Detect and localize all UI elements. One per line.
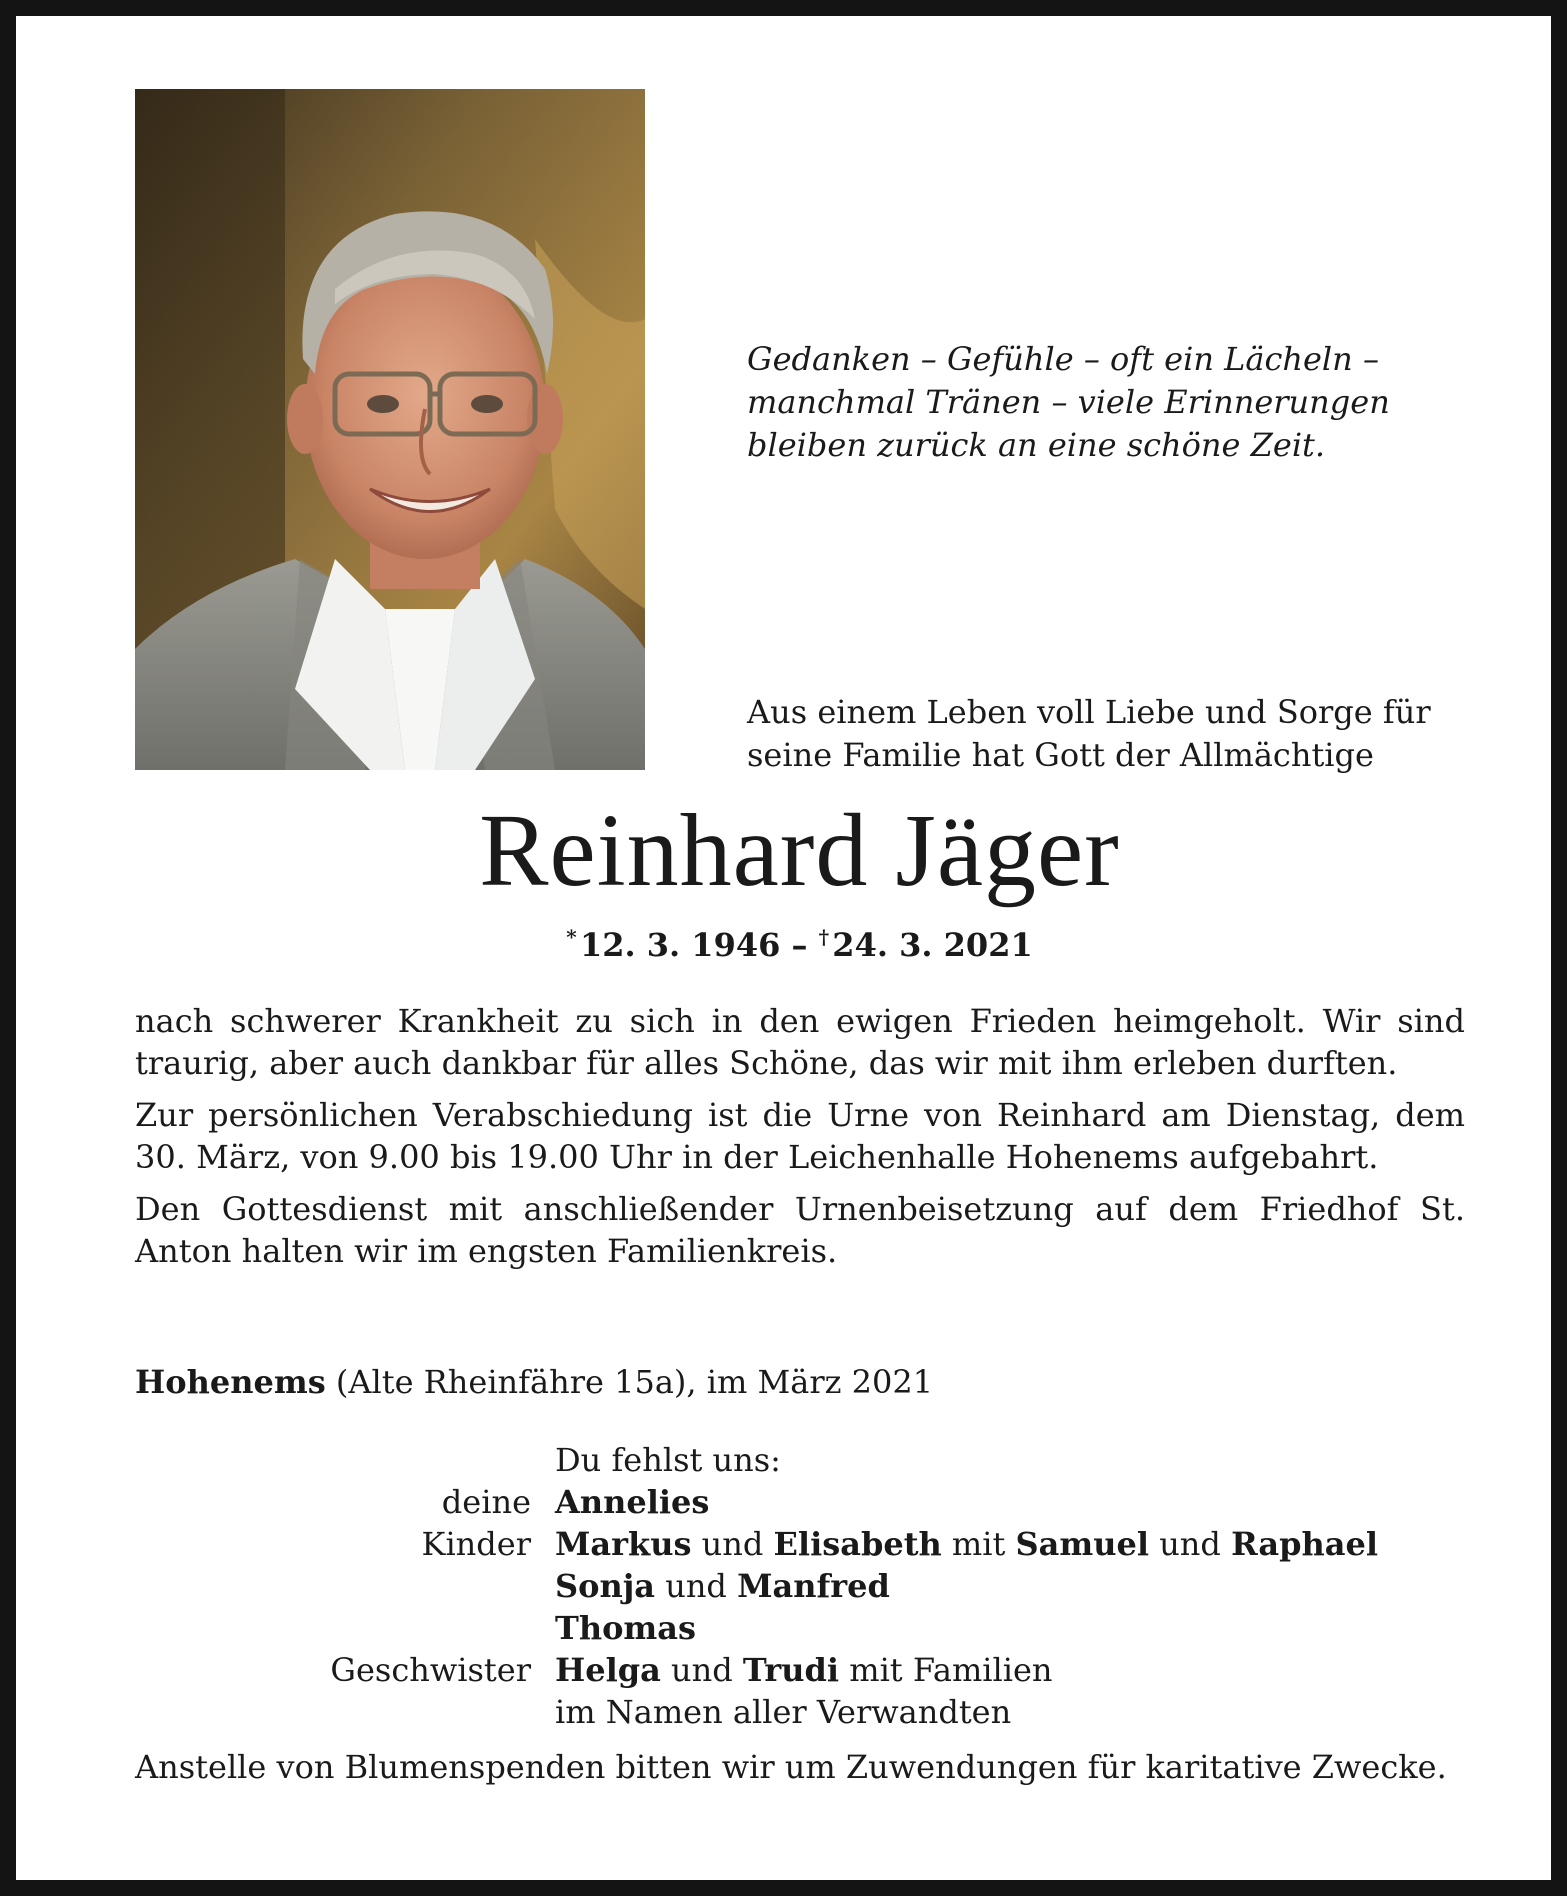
announcement-body — [135, 1000, 1465, 1282]
mourners-label — [135, 1607, 555, 1649]
body-paragraph: Den Gottesdienst mit anschließender Urnenbeisetzung auf dem Friedhof St. Anton halten wir im engsten Familienkreis. — [135, 1190, 1465, 1270]
mourners-label-kinder: Kinder — [421, 1525, 531, 1563]
mourner-name: Trudi — [742, 1651, 840, 1689]
death-date: 24. 3. 2021 — [832, 926, 1033, 964]
connector: und — [655, 1567, 738, 1605]
mourner-name: Markus — [555, 1525, 692, 1563]
mourners-wife — [555, 1481, 1465, 1523]
life-dates — [16, 916, 1567, 966]
connector: und — [660, 1651, 743, 1689]
mourners-label-geschwister: Geschwister — [330, 1651, 531, 1689]
mourners-row — [135, 1649, 1465, 1691]
donation-note: Anstelle von Blumenspenden bitten wir um Zuwendungen für karitative Zwecke. — [135, 1748, 1447, 1786]
mourners-intro: Du fehlst uns: — [555, 1441, 781, 1479]
mourners-row — [135, 1691, 1465, 1733]
intro-text — [747, 691, 1477, 777]
birth-symbol: * — [566, 925, 577, 949]
mourner-name: Annelies — [555, 1483, 710, 1521]
mourners-row — [135, 1607, 1465, 1649]
connector: und — [691, 1525, 774, 1563]
mourners-label — [135, 1691, 555, 1733]
mourners-siblings — [555, 1649, 1465, 1691]
deceased-name: Reinhard Jäger — [479, 793, 1120, 908]
portrait-photo — [135, 89, 645, 770]
connector: mit — [941, 1525, 1016, 1563]
place-city: Hohenems — [135, 1363, 326, 1401]
mourners-label — [135, 1565, 555, 1607]
mourners-relatives: im Namen aller Verwandten — [555, 1693, 1012, 1731]
mourners-row — [135, 1439, 1465, 1481]
mourner-name: Samuel — [1015, 1525, 1150, 1563]
mourner-name: Sonja — [555, 1567, 656, 1605]
mourner-name: Raphael — [1231, 1525, 1379, 1563]
intro-line: seine Familie hat Gott der Allmächtige — [747, 736, 1374, 774]
place-date-line — [135, 1361, 1435, 1403]
quote-line: Gedanken – Gefühle – oft ein Lächeln – — [747, 340, 1379, 378]
memorial-quote — [747, 338, 1447, 467]
mourners-label-deine: deine — [441, 1483, 531, 1521]
mourner-name: Elisabeth — [773, 1525, 942, 1563]
mourners-row — [135, 1481, 1465, 1523]
mourner-name: Helga — [555, 1651, 661, 1689]
mourner-name: Thomas — [555, 1609, 697, 1647]
place-rest: (Alte Rheinfähre 15a), im März 2021 — [325, 1363, 934, 1401]
mourners-row — [135, 1565, 1465, 1607]
death-symbol: † — [818, 925, 830, 949]
mourners-row — [135, 1523, 1465, 1565]
connector: und — [1149, 1525, 1232, 1563]
intro-line: Aus einem Leben voll Liebe und Sorge für — [747, 693, 1431, 731]
connector: mit Familien — [839, 1651, 1053, 1689]
mourners-kids-1 — [555, 1523, 1465, 1565]
mourner-name: Manfred — [737, 1567, 890, 1605]
mourners-kids-2 — [555, 1565, 1465, 1607]
mourners-list — [135, 1439, 1465, 1733]
portrait-image — [135, 89, 645, 770]
mourners-label — [135, 1439, 555, 1481]
body-paragraph: nach schwerer Krankheit zu sich in den ewigen Frieden heimgeholt. Wir sind traurig, aber auch dankbar für alles Schöne, das wir mit ihm erleben durften. — [135, 1002, 1465, 1082]
mourners-kids-3 — [555, 1607, 1465, 1649]
body-paragraph: Zur persönlichen Verabschiedung ist die Urne von Reinhard am Dienstag, dem 30. März, von 9.00 bis 19.00 Uhr in der Leichenhalle Hohenems aufgebahrt. — [135, 1096, 1465, 1176]
quote-line: manchmal Tränen – viele Erinnerungen — [747, 383, 1390, 421]
birth-date: 12. 3. 1946 — [579, 926, 781, 964]
quote-line: bleiben zurück an eine schöne Zeit. — [747, 426, 1326, 464]
date-separator: – — [780, 926, 819, 964]
